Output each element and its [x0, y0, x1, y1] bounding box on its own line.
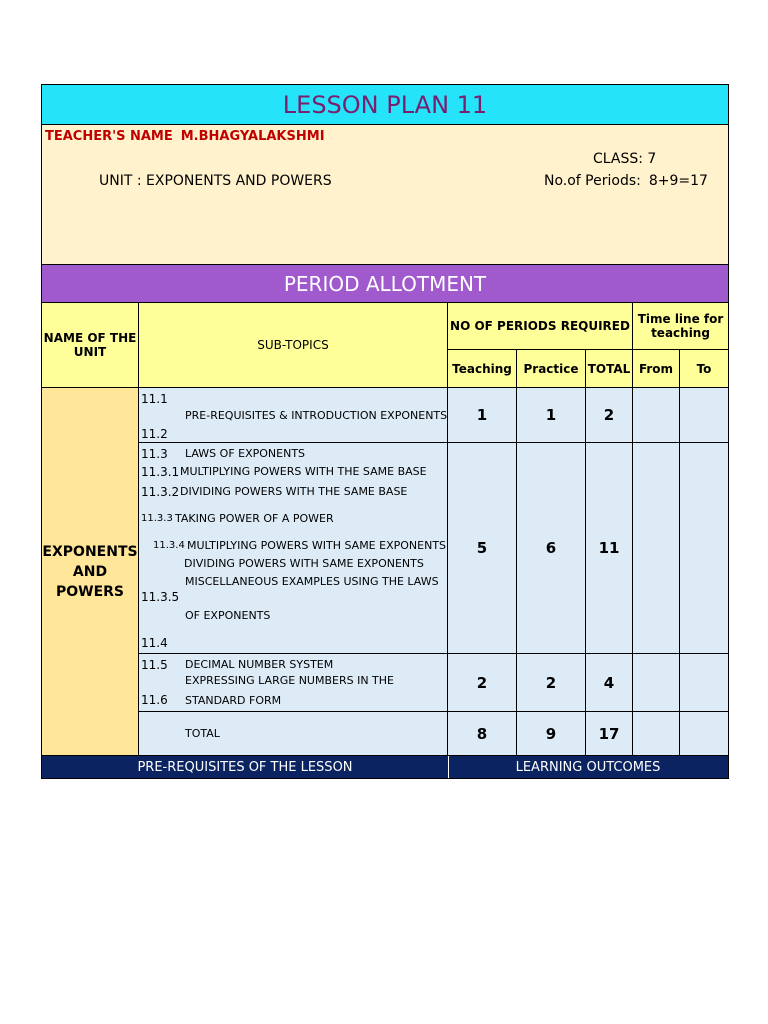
subtopic-text: PRE-REQUISITES & INTRODUCTION EXPONENTS [185, 409, 448, 422]
subtopic-text: DIVIDING POWERS WITH THE SAME BASE [180, 485, 408, 498]
subtopic-row-total [139, 712, 448, 756]
subtopic-number: 11.3 [141, 447, 168, 461]
lesson-plan-sheet [41, 84, 729, 779]
row-1-to[interactable] [680, 388, 728, 443]
subtopic-number: 11.3.4 [153, 540, 185, 551]
subtopic-row-2 [139, 443, 448, 654]
row-2-from[interactable] [633, 443, 680, 654]
row-1-total: 2 [586, 388, 633, 443]
row-1-teaching: 1 [448, 388, 517, 443]
periods-value: 8+9=17 [648, 173, 708, 189]
row-1-from[interactable] [633, 388, 680, 443]
header-teaching: Teaching [448, 350, 517, 388]
subtopic-text: MULTIPLYING POWERS WITH SAME EXPONENTS [187, 539, 447, 552]
subtopic-number: 11.2 [141, 427, 168, 441]
row-3-total: 4 [586, 654, 633, 712]
periods-info [544, 173, 708, 189]
period-allotment-title: PERIOD ALLOTMENT [42, 265, 728, 303]
subtopic-number: 11.5 [141, 658, 168, 672]
total-label: TOTAL [185, 727, 220, 740]
class-info: CLASS: 7 [593, 151, 657, 167]
subtopic-number: 11.4 [141, 636, 168, 650]
header-no-of-periods: NO OF PERIODS REQUIRED [448, 303, 633, 350]
row-3-from[interactable] [633, 654, 680, 712]
subtopic-number: 11.3.2 [141, 485, 180, 499]
subtopic-text: EXPRESSING LARGE NUMBERS IN THE [185, 674, 394, 687]
subtopic-text: OF EXPONENTS [185, 609, 271, 622]
total-teaching: 8 [448, 712, 517, 756]
subtopic-number: 11.1 [141, 392, 168, 406]
subtopic-row-3 [139, 654, 448, 712]
subtopic-text: MULTIPLYING POWERS WITH THE SAME BASE [180, 465, 427, 478]
lesson-header [42, 125, 728, 265]
subtopic-number: 11.3.3 [141, 513, 173, 524]
total-to[interactable] [680, 712, 728, 756]
row-2-total: 11 [586, 443, 633, 654]
subtopic-text: MISCELLANEOUS EXAMPLES USING THE LAWS [185, 575, 439, 588]
teacher-name: M.BHAGYALAKSHMI [180, 129, 325, 144]
header-timeline: Time line for teaching [633, 303, 728, 350]
row-3-teaching: 2 [448, 654, 517, 712]
header-practice: Practice [517, 350, 586, 388]
subtopic-text: STANDARD FORM [185, 694, 282, 707]
teacher-info [45, 129, 325, 144]
total-practice: 9 [517, 712, 586, 756]
subtopic-row-1 [139, 388, 448, 443]
row-3-practice: 2 [517, 654, 586, 712]
subtopic-text: TAKING POWER OF A POWER [175, 512, 334, 525]
total-total: 17 [586, 712, 633, 756]
header-to: To [680, 350, 728, 388]
subtopic-number: 11.6 [141, 693, 168, 707]
row-3-to[interactable] [680, 654, 728, 712]
unit-name-cell: EXPONENTS AND POWERS [42, 388, 139, 756]
learning-outcomes-heading: LEARNING OUTCOMES [515, 759, 661, 775]
row-2-teaching: 5 [448, 443, 517, 654]
header-sub-topics: SUB-TOPICS [139, 303, 448, 388]
periods-label: No.of Periods: [544, 173, 641, 189]
total-from[interactable] [633, 712, 680, 756]
teacher-label: TEACHER'S NAME [45, 129, 173, 144]
prerequisites-heading: PRE-REQUISITES OF THE LESSON [42, 756, 449, 778]
lesson-plan-title: LESSON PLAN 11 [42, 85, 728, 125]
subtopic-text: LAWS OF EXPONENTS [185, 447, 306, 460]
subtopic-number: 11.3.5 [141, 590, 180, 604]
subtopic-text: DIVIDING POWERS WITH SAME EXPONENTS [184, 557, 424, 570]
row-1-practice: 1 [517, 388, 586, 443]
unit-title: UNIT : EXPONENTS AND POWERS [99, 173, 332, 189]
header-from: From [633, 350, 680, 388]
row-2-practice: 6 [517, 443, 586, 654]
subtopic-number: 11.3.1 [141, 465, 180, 479]
row-2-to[interactable] [680, 443, 728, 654]
footer-bar [42, 756, 728, 778]
subtopic-text: DECIMAL NUMBER SYSTEM [185, 658, 334, 671]
header-total: TOTAL [586, 350, 633, 388]
header-name-of-unit: NAME OF THE UNIT [42, 303, 139, 388]
